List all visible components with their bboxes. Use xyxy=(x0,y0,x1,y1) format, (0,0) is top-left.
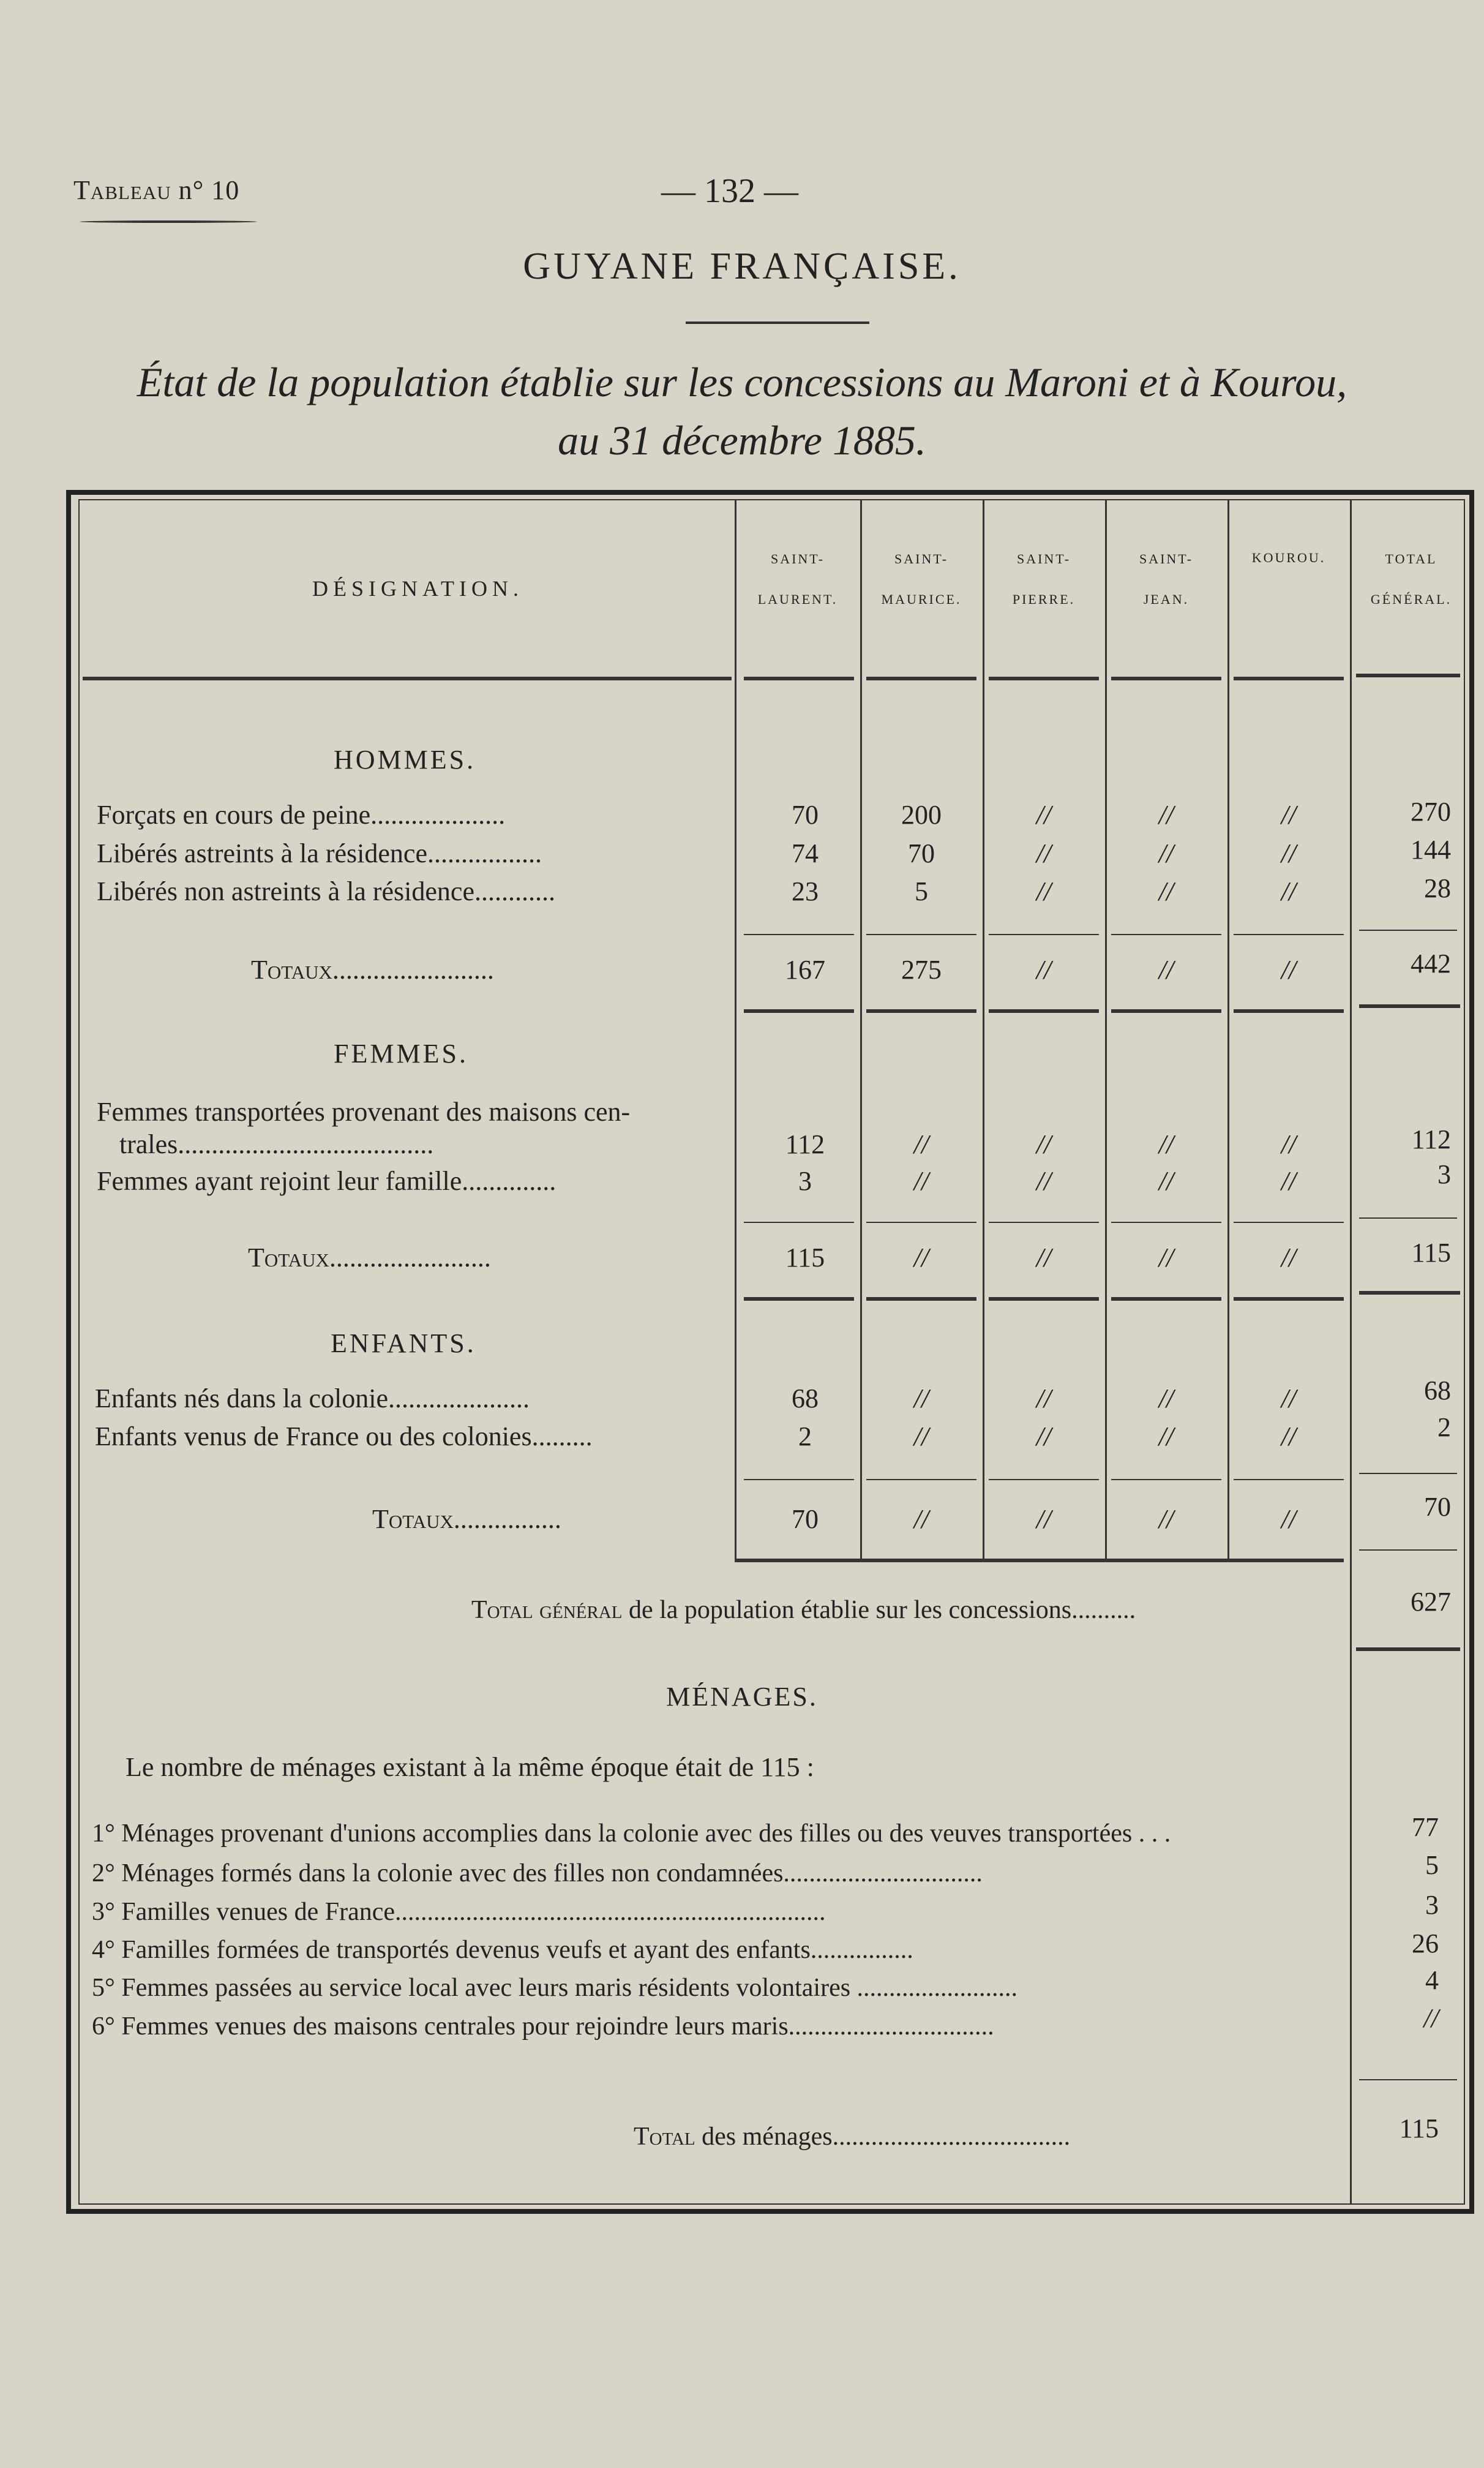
subtotal-rule xyxy=(1111,1479,1221,1480)
header-rule xyxy=(744,677,854,680)
section-title-enfants: ENFANTS. xyxy=(331,1328,476,1358)
table-cell: // xyxy=(913,1129,929,1159)
table-cell: // xyxy=(1281,1421,1297,1451)
table-cell: // xyxy=(1281,1243,1297,1273)
section-rule xyxy=(1359,1004,1460,1008)
col-header-kourou: KOUROU. xyxy=(1251,550,1326,565)
table-cell: // xyxy=(1281,1166,1297,1196)
subtotal-rule xyxy=(866,1479,976,1480)
menage-item: 2° Ménages formés dans la colonie avec des filles non condamnées............................... xyxy=(92,1859,983,1887)
table-cell-total: 70 xyxy=(1424,1492,1451,1522)
section-title-hommes: HOMMES. xyxy=(334,745,476,775)
row-label: Forçats en cours de peine.................... xyxy=(97,800,506,830)
menage-value: 77 xyxy=(1412,1812,1439,1842)
row-label: Enfants venus de France ou des colonies......... xyxy=(95,1421,593,1451)
table-cell: 112 xyxy=(785,1129,825,1159)
table-cell: // xyxy=(1158,1504,1174,1534)
header-rule xyxy=(866,677,976,680)
table-cell: // xyxy=(1158,1421,1174,1451)
subtotal-rule xyxy=(1359,1473,1457,1474)
tableau-underline xyxy=(80,220,257,223)
table-cell: // xyxy=(1281,1129,1297,1159)
table-cell: // xyxy=(1281,876,1297,906)
table-cell: // xyxy=(1281,1504,1297,1534)
subtotal-rule xyxy=(1359,1217,1457,1219)
table-cell: 3 xyxy=(798,1166,812,1196)
subtitle-line-1: État de la population établie sur les concessions au Maroni et à Kourou, xyxy=(137,359,1347,405)
menage-value: 26 xyxy=(1412,1928,1439,1958)
table-cell-total: 2 xyxy=(1437,1412,1451,1442)
menage-item: 4° Familles formées de transportés devenus veufs et ayant des enfants................ xyxy=(92,1936,913,1964)
total-general-rule xyxy=(1356,1647,1460,1651)
section-rule xyxy=(1234,1009,1344,1013)
table-cell: 74 xyxy=(792,838,819,868)
table-cell: 275 xyxy=(901,955,942,985)
col-header-saint-jean: SAINT- JEAN. xyxy=(1139,551,1194,607)
menage-item: 1° Ménages provenant d'unions accomplies dans la colonie avec des filles ou des veuves transportées . . . xyxy=(92,1819,1171,1848)
table-cell: // xyxy=(1281,1383,1297,1413)
subtotal-rule xyxy=(744,934,854,935)
section-title-femmes: FEMMES. xyxy=(334,1039,468,1069)
menages-total-label: Total des ménages..................................... xyxy=(634,2123,1071,2151)
total-general-value: 627 xyxy=(1411,1587,1451,1617)
section-rule xyxy=(735,1559,1344,1562)
table-cell: 167 xyxy=(785,955,825,985)
table-cell: // xyxy=(1036,1129,1052,1159)
table-cell-total: 112 xyxy=(1411,1124,1451,1154)
table-cell-total: 3 xyxy=(1437,1159,1451,1189)
subtotal-rule xyxy=(744,1222,854,1223)
menage-item: 3° Familles venues de France................................................................... xyxy=(92,1898,826,1926)
total-general-label: Total général de la population établie sur les concessions.......... xyxy=(471,1596,1136,1624)
subtotal-rule xyxy=(1359,930,1457,931)
subtotal-rule xyxy=(1111,934,1221,935)
subtotal-rule xyxy=(866,934,976,935)
section-rule xyxy=(744,1297,854,1301)
section-title-menages: MÉNAGES. xyxy=(666,1682,818,1712)
table-cell: // xyxy=(1036,1243,1052,1273)
table-cell: 115 xyxy=(785,1243,825,1273)
menages-total-value: 115 xyxy=(1399,2113,1439,2143)
table-cell-total: 442 xyxy=(1411,949,1451,979)
col-header-saint-laurent: SAINT- LAURENT. xyxy=(757,551,838,607)
table-cell: 70 xyxy=(908,838,935,868)
header-rule xyxy=(1234,677,1344,680)
subtotal-rule xyxy=(744,1479,854,1480)
table-cell: // xyxy=(1158,1243,1174,1273)
section-rule xyxy=(1111,1009,1221,1013)
menage-value: // xyxy=(1423,2003,1439,2033)
table-cell: // xyxy=(913,1243,929,1273)
menage-item: 5° Femmes passées au service local avec leurs maris résidents volontaires ......................... xyxy=(92,1974,1018,2002)
subtotal-rule xyxy=(989,1479,1099,1480)
row-label: Femmes transportées provenant des maisons cen- xyxy=(97,1097,631,1127)
section-rule xyxy=(1111,1297,1221,1301)
header-rule xyxy=(1356,674,1460,677)
table-cell: 23 xyxy=(792,876,819,906)
subtotal-rule xyxy=(989,934,1099,935)
col-header-saint-pierre: SAINT- PIERRE. xyxy=(1012,551,1076,607)
designation-header: DÉSIGNATION. xyxy=(312,576,523,601)
table-cell: // xyxy=(1036,1166,1052,1196)
table-cell: // xyxy=(1036,838,1052,868)
section-rule xyxy=(744,1009,854,1013)
tableau-num: n° 10 xyxy=(178,175,240,205)
table-cell: // xyxy=(1036,800,1052,830)
totaux-label-enfants: Totaux................ xyxy=(372,1504,561,1534)
table-cell: // xyxy=(1158,1129,1174,1159)
table-cell: // xyxy=(1158,838,1174,868)
table-cell: // xyxy=(1281,955,1297,985)
table-cell: 2 xyxy=(798,1421,812,1451)
subtotal-rule xyxy=(989,1222,1099,1223)
page-number: — 132 — xyxy=(661,172,798,210)
tableau-word: Tableau xyxy=(73,175,171,205)
section-rule xyxy=(1359,1549,1457,1551)
title-divider xyxy=(686,322,869,324)
section-rule xyxy=(989,1297,1099,1301)
subtotal-rule xyxy=(1234,934,1344,935)
menage-item: 6° Femmes venues des maisons centrales pour rejoindre leurs maris................................ xyxy=(92,2012,994,2041)
table-cell: // xyxy=(1281,800,1297,830)
table-cell: // xyxy=(1281,838,1297,868)
header-rule xyxy=(83,677,732,680)
section-rule xyxy=(866,1297,976,1301)
col-divider xyxy=(735,499,736,1559)
col-header-total-general: TOTAL GÉNÉRAL. xyxy=(1370,551,1452,607)
row-label: Libérés non astreints à la résidence............ xyxy=(97,876,555,906)
section-rule xyxy=(866,1009,976,1013)
table-cell: // xyxy=(1036,1421,1052,1451)
row-label: Libérés astreints à la résidence................. xyxy=(97,838,542,868)
row-label: Femmes ayant rejoint leur famille.............. xyxy=(97,1166,556,1196)
table-cell: // xyxy=(913,1383,929,1413)
table-cell: // xyxy=(913,1166,929,1196)
col-header-saint-maurice: SAINT- MAURICE. xyxy=(881,551,962,607)
table-cell: 70 xyxy=(792,1504,819,1534)
table-cell: // xyxy=(913,1421,929,1451)
subtotal-rule xyxy=(1234,1222,1344,1223)
totaux-label-femmes: Totaux........................ xyxy=(248,1243,491,1273)
table-cell: // xyxy=(1036,955,1052,985)
table-cell-total: 68 xyxy=(1424,1375,1451,1405)
table-cell: // xyxy=(913,1504,929,1534)
table-cell-total: 115 xyxy=(1411,1238,1451,1268)
table-cell-total: 270 xyxy=(1411,797,1451,827)
menage-value: 5 xyxy=(1425,1850,1439,1880)
table-cell-total: 144 xyxy=(1411,835,1451,865)
menages-total-rule xyxy=(1359,2079,1457,2080)
section-rule xyxy=(1359,1291,1460,1295)
table-cell-total: 28 xyxy=(1424,873,1451,903)
row-label-cont: trales...................................... xyxy=(119,1129,434,1159)
section-rule xyxy=(1234,1297,1344,1301)
table-cell: // xyxy=(1158,800,1174,830)
menage-value: 3 xyxy=(1425,1890,1439,1920)
section-rule xyxy=(989,1009,1099,1013)
menage-value: 4 xyxy=(1425,1965,1439,1995)
subtotal-rule xyxy=(866,1222,976,1223)
table-cell: // xyxy=(1036,876,1052,906)
table-cell: 68 xyxy=(792,1383,819,1413)
tableau-number xyxy=(73,175,239,206)
page-title: GUYANE FRANÇAISE. xyxy=(523,246,961,287)
row-label: Enfants nés dans la colonie..................... xyxy=(95,1383,530,1413)
table-cell: 5 xyxy=(915,876,928,906)
table-cell: // xyxy=(1158,1383,1174,1413)
subtotal-rule xyxy=(1111,1222,1221,1223)
table-cell: // xyxy=(1158,876,1174,906)
header-rule xyxy=(1111,677,1221,680)
table-cell: 200 xyxy=(901,800,942,830)
table-cell: // xyxy=(1158,955,1174,985)
menages-intro: Le nombre de ménages existant à la même époque était de 115 : xyxy=(126,1752,814,1782)
table-cell: // xyxy=(1036,1383,1052,1413)
table-cell: 70 xyxy=(792,800,819,830)
table-cell: // xyxy=(1158,1166,1174,1196)
header-rule xyxy=(989,677,1099,680)
subtotal-rule xyxy=(1234,1479,1344,1480)
table-cell: // xyxy=(1036,1504,1052,1534)
totaux-label-hommes: Totaux........................ xyxy=(251,955,494,985)
subtitle-line-2: au 31 décembre 1885. xyxy=(558,417,926,464)
